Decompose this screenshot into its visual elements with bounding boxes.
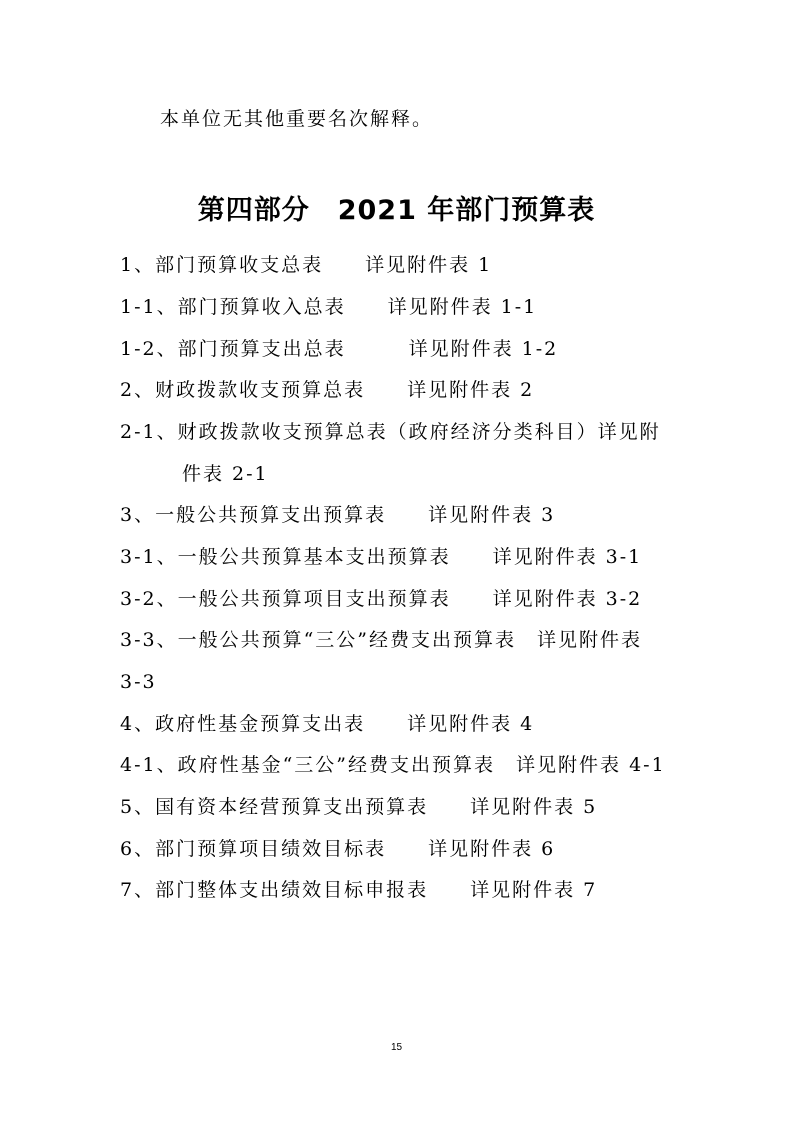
- list-item: 1-1、部门预算收入总表 详见附件表 1-1: [120, 296, 538, 318]
- list-item: 1-2、部门预算支出总表 详见附件表 1-2: [120, 338, 559, 360]
- section-title: 第四部分 2021 年部门预算表: [197, 195, 596, 226]
- list-item: 3-2、一般公共预算项目支出预算表 详见附件表 3-2: [120, 588, 643, 610]
- list-item: 5、国有资本经营预算支出预算表 详见附件表 5: [120, 796, 598, 818]
- list-item-continuation: 3-3: [120, 671, 157, 693]
- list-item: 7、部门整体支出绩效目标申报表 详见附件表 7: [120, 879, 598, 901]
- list-item: 3-3、一般公共预算“三公”经费支出预算表 详见附件表: [120, 629, 643, 651]
- list-item: 4-1、政府性基金“三公”经费支出预算表 详见附件表 4-1: [120, 754, 666, 776]
- list-item: 1、部门预算收支总表 详见附件表 1: [120, 254, 493, 276]
- list-item: 2-1、财政拨款收支预算总表（政府经济分类科目）详见附: [120, 421, 661, 443]
- list-item-continuation: 件表 2-1: [182, 463, 269, 485]
- page-number: 15: [390, 1042, 403, 1053]
- list-item: 3-1、一般公共预算基本支出预算表 详见附件表 3-1: [120, 546, 643, 568]
- list-item: 3、一般公共预算支出预算表 详见附件表 3: [120, 504, 556, 526]
- intro-text: 本单位无其他重要名次解释。: [160, 108, 434, 130]
- list-item: 2、财政拨款收支预算总表 详见附件表 2: [120, 379, 535, 401]
- list-item: 6、部门预算项目绩效目标表 详见附件表 6: [120, 838, 556, 860]
- list-item: 4、政府性基金预算支出表 详见附件表 4: [120, 713, 535, 735]
